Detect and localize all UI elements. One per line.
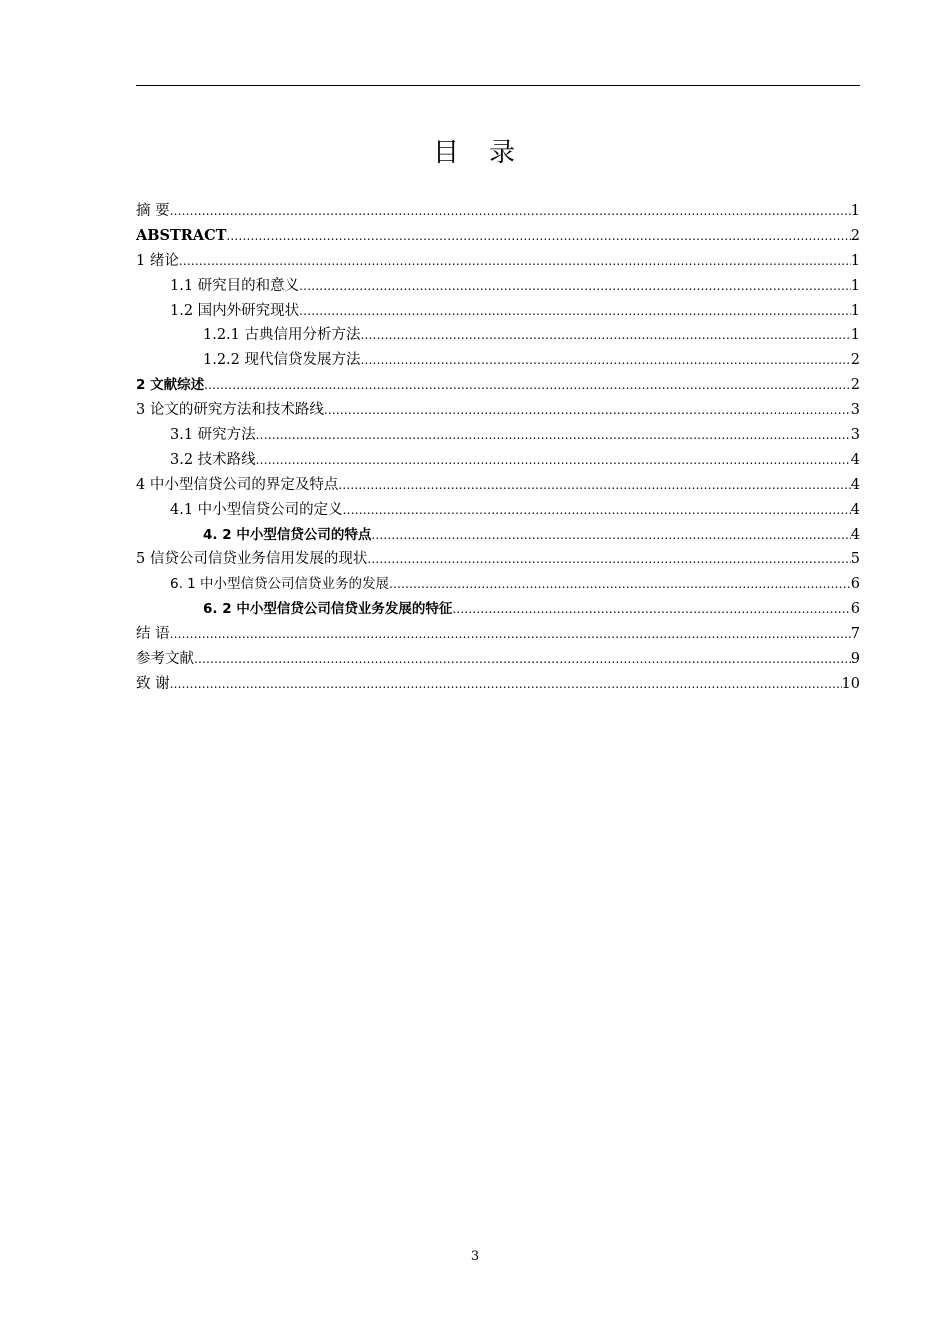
toc-entry-label: 1.2 国内外研究现状 [170, 302, 300, 319]
page-number: 3 [470, 1249, 480, 1264]
toc-entry-page: 6 [850, 576, 860, 593]
toc-entry[interactable] [136, 249, 860, 274]
toc-dot-leader [389, 572, 851, 597]
page-title: 目 录 [432, 138, 517, 168]
toc-dot-leader [343, 498, 851, 523]
toc-dot-leader [226, 224, 850, 249]
toc-entry[interactable] [136, 199, 860, 224]
toc-entry[interactable] [136, 323, 860, 348]
toc-entry[interactable] [136, 498, 860, 523]
toc-entry-label: 6. 1 中小型信贷公司信贷业务的发展 [170, 576, 390, 593]
toc-entry-page: 6 [850, 601, 860, 618]
toc-entry[interactable] [136, 572, 860, 597]
toc-entry-label: 1.2.1 古典信用分析方法 [203, 327, 361, 344]
toc-entry-label: 1.1 研究目的和意义 [170, 277, 300, 294]
toc-dot-leader [361, 323, 851, 348]
toc-entry-label: 4. 2 中小型信贷公司的特点 [203, 526, 372, 543]
toc-entry[interactable] [136, 523, 860, 548]
toc-entry[interactable] [136, 224, 860, 249]
toc-entry-label: 3.2 技术路线 [170, 451, 256, 468]
toc-dot-leader [299, 274, 851, 299]
toc-entry-page: 2 [850, 352, 860, 369]
toc-entry-page: 4 [850, 526, 860, 543]
toc-dot-leader [367, 547, 850, 572]
toc-entry-label: 3 论文的研究方法和技术路线 [136, 402, 324, 419]
toc-entry[interactable] [136, 622, 860, 647]
toc-entry[interactable] [136, 299, 860, 324]
toc-dot-leader [371, 523, 850, 548]
toc-dot-leader [194, 647, 851, 672]
toc-dot-leader [361, 348, 851, 373]
toc-entry[interactable] [136, 597, 860, 622]
toc-dot-leader [324, 398, 851, 423]
toc-entry-page: 1 [850, 277, 860, 294]
toc-dot-leader [204, 373, 851, 398]
toc-entry-label: 2 文献综述 [136, 377, 205, 394]
toc-entry-page: 3 [850, 402, 860, 419]
header-rule [136, 85, 860, 86]
toc-entry-label: 结 语 [136, 626, 170, 643]
toc-dot-leader [256, 423, 851, 448]
toc-entry-label: 参考文献 [136, 651, 194, 668]
toc-dot-leader [256, 448, 851, 473]
toc-entry-page: 1 [850, 252, 860, 269]
toc-entry-label: 4.1 中小型信贷公司的定义 [170, 501, 343, 518]
toc-entry-label: 1 绪论 [136, 252, 179, 269]
toc-dot-leader [179, 249, 851, 274]
toc-entry[interactable] [136, 348, 860, 373]
toc-entry-page: 5 [850, 551, 860, 568]
toc-entry-page: 10 [841, 675, 860, 692]
toc-entry[interactable] [136, 274, 860, 299]
toc-entry-page: 4 [850, 476, 860, 493]
toc-entry[interactable] [136, 672, 860, 697]
toc-entry-page: 9 [850, 651, 860, 668]
toc-dot-leader [452, 597, 850, 622]
toc-entry[interactable] [136, 547, 860, 572]
toc-entry[interactable] [136, 373, 860, 398]
toc-entry[interactable] [136, 647, 860, 672]
toc-entry-label: 4 中小型信贷公司的界定及特点 [136, 476, 339, 493]
toc-entry-label: 3.1 研究方法 [170, 427, 256, 444]
toc-entry-page: 3 [850, 427, 860, 444]
toc-dot-leader [338, 473, 850, 498]
toc-entry[interactable] [136, 398, 860, 423]
toc-entry-page: 1 [850, 302, 860, 319]
toc-entry-page: 1 [850, 327, 860, 344]
table-of-contents [136, 199, 860, 697]
toc-entry-page: 4 [850, 501, 860, 518]
toc-entry-page: 4 [850, 451, 860, 468]
toc-entry[interactable] [136, 473, 860, 498]
toc-entry-label: ABSTRACT [136, 226, 227, 244]
toc-dot-leader [299, 299, 851, 324]
toc-entry-page: 1 [850, 203, 860, 219]
toc-dot-leader [170, 622, 851, 647]
toc-dot-leader [170, 672, 842, 697]
toc-dot-leader [170, 199, 851, 224]
toc-entry-page: 2 [850, 227, 860, 244]
toc-entry-label: 摘 要 [136, 203, 170, 219]
toc-entry-label: 5 信贷公司信贷业务信用发展的现状 [136, 551, 368, 568]
toc-entry-page: 2 [850, 377, 860, 394]
toc-entry[interactable] [136, 448, 860, 473]
toc-entry-page: 7 [850, 626, 860, 643]
toc-entry[interactable] [136, 423, 860, 448]
toc-entry-label: 致 谢 [136, 675, 170, 692]
toc-entry-label: 6. 2 中小型信贷公司信贷业务发展的特征 [203, 601, 453, 618]
toc-entry-label: 1.2.2 现代信贷发展方法 [203, 352, 361, 369]
